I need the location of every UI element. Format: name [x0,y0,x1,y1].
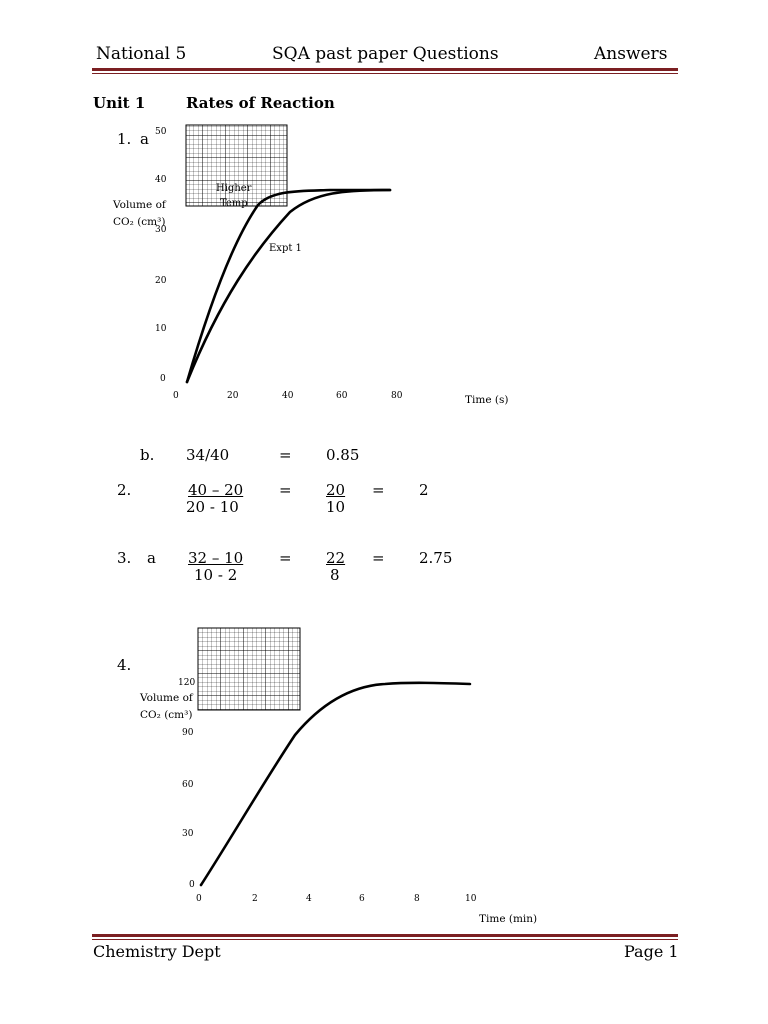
g2-ytick-30: 30 [182,829,194,839]
header-right: Answers [594,44,668,64]
g2-xtick-2: 2 [252,894,258,904]
g1-ytick-40: 40 [155,175,167,185]
g2-ytick-60: 60 [182,780,194,790]
g2-ytick-90: 90 [182,728,194,738]
g2-xtick-0: 0 [196,894,202,904]
label-expt-1: Expt 1 [269,243,302,254]
label-temp: Temp [220,198,248,209]
q3-eq1: = [279,549,292,567]
curve-q4 [201,683,470,885]
q2-eq2: = [372,481,385,499]
q3-numerator2: 22 [326,549,346,567]
g2-xtick-4: 4 [306,894,312,904]
q3-result: 2.75 [419,549,453,567]
g2-xtick-8: 8 [414,894,420,904]
q3-label: 3. [117,549,132,567]
g1-ylabel-1: Volume of [113,199,166,211]
g1-xtick-60: 60 [336,391,348,401]
q1b-expr: 34/40 [186,446,230,464]
q1b-eq: = [279,446,292,464]
g2-ylabel-2: CO₂ (cm³) [140,709,193,721]
q2-eq1: = [279,481,292,499]
g1-xtick-0: 0 [173,391,179,401]
footer-rule-thick [92,934,678,937]
label-higher: Higher [216,183,252,194]
unit-label: Unit 1 [93,94,146,112]
q3-eq2: = [372,549,385,567]
g1-xlabel: Time (s) [465,394,509,406]
g1-ylabel-2: CO₂ (cm³) [113,216,166,228]
q3-denominator: 10 - 2 [194,566,238,584]
g2-ylabel-1: Volume of [140,692,193,704]
q1b-result: 0.85 [326,446,360,464]
q2-denominator: 20 - 10 [186,498,239,516]
g1-ytick-20: 20 [155,276,167,286]
header-center: SQA past paper Questions [272,44,499,64]
g1-ytick-0: 0 [160,374,166,384]
q1b-part: b. [140,446,155,464]
q2-label: 2. [117,481,132,499]
g2-ytick-120: 120 [178,678,196,688]
header-left: National 5 [96,44,187,64]
q2-numerator: 40 – 20 [188,481,244,499]
g1-ytick-50: 50 [155,127,167,137]
g2-xtick-6: 6 [359,894,365,904]
g1-ytick-10: 10 [155,324,167,334]
q1-part: a [140,130,149,148]
q1-label: 1. [117,130,132,148]
g2-xlabel: Time (min) [479,913,538,925]
grid-patch-2 [198,628,300,710]
q3-denominator2: 8 [330,566,340,584]
q2-result: 2 [419,481,429,499]
g2-ytick-0: 0 [189,880,195,890]
q4-label: 4. [117,656,132,674]
g1-xtick-80: 80 [391,391,403,401]
g1-xtick-40: 40 [282,391,294,401]
footer-right: Page 1 [624,942,679,961]
footer-left: Chemistry Dept [93,942,221,961]
unit-title: Rates of Reaction [186,94,335,112]
footer-rule-thin [92,939,678,940]
q2-numerator2: 20 [326,481,346,499]
g2-xtick-10: 10 [465,894,477,904]
q2-denominator2: 10 [326,498,346,516]
q3-numerator: 32 – 10 [188,549,244,567]
g1-xtick-20: 20 [227,391,239,401]
g1-ytick-30: 30 [155,225,167,235]
q3-part: a [147,549,156,567]
